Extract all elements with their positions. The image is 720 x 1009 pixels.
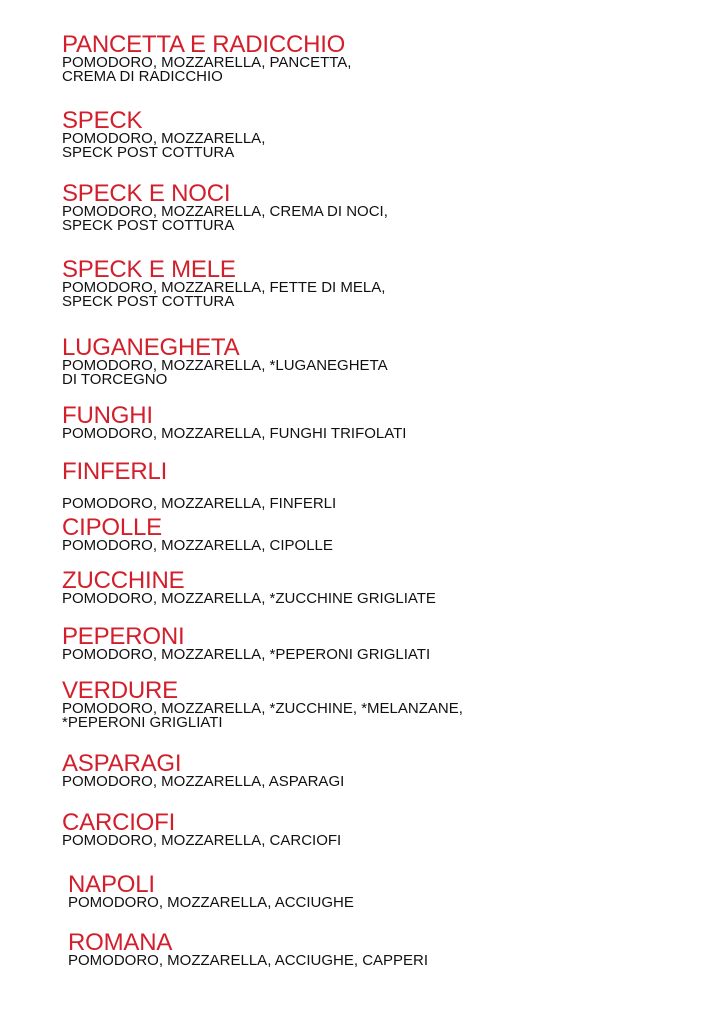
menu-item-napoli — [68, 871, 688, 911]
item-name: LUGANEGHETA — [62, 334, 240, 361]
item-ingredients: POMODORO, MOZZARELLA, SPECK POST COTTURA — [62, 130, 266, 161]
item-name: FINFERLI — [62, 458, 168, 485]
menu-item-cipolle — [62, 514, 682, 554]
item-name: VERDURE — [62, 677, 178, 704]
item-name: CIPOLLE — [62, 514, 162, 541]
item-name: PANCETTA E RADICCHIO — [62, 31, 346, 58]
item-ingredients: POMODORO, MOZZARELLA, *PEPERONI GRIGLIATI — [62, 646, 431, 663]
item-ingredients: POMODORO, MOZZARELLA, *LUGANEGHETA DI TORCEGNO — [62, 357, 388, 388]
item-ingredients: POMODORO, MOZZARELLA, ACCIUGHE — [68, 894, 354, 911]
item-ingredients: POMODORO, MOZZARELLA, *ZUCCHINE GRIGLIATE — [62, 590, 436, 607]
menu-item-verdure — [62, 677, 682, 731]
menu-item-peperoni — [62, 623, 682, 663]
menu-item-speck-e-noci — [62, 180, 682, 234]
item-name: SPECK E NOCI — [62, 180, 231, 207]
menu-item-pancetta-e-radicchio — [62, 31, 682, 85]
menu-item-finferli — [62, 458, 682, 512]
item-ingredients: POMODORO, MOZZARELLA, CIPOLLE — [62, 537, 333, 554]
item-name: SPECK E MELE — [62, 256, 236, 283]
item-name: SPECK — [62, 107, 143, 134]
item-ingredients: POMODORO, MOZZARELLA, ASPARAGI — [62, 773, 345, 790]
menu-item-romana — [68, 929, 688, 969]
item-name: ZUCCHINE — [62, 567, 185, 594]
item-ingredients: POMODORO, MOZZARELLA, CARCIOFI — [62, 832, 342, 849]
item-name: PEPERONI — [62, 623, 185, 650]
item-ingredients: POMODORO, MOZZARELLA, FINFERLI — [62, 495, 337, 512]
item-ingredients: POMODORO, MOZZARELLA, FUNGHI TRIFOLATI — [62, 425, 407, 442]
item-ingredients: POMODORO, MOZZARELLA, FETTE DI MELA, SPECK POST COTTURA — [62, 279, 386, 310]
item-name: ASPARAGI — [62, 750, 182, 777]
menu-item-zucchine — [62, 567, 682, 607]
menu-item-carciofi — [62, 809, 682, 849]
item-name: CARCIOFI — [62, 809, 176, 836]
item-ingredients: POMODORO, MOZZARELLA, ACCIUGHE, CAPPERI — [68, 952, 429, 969]
item-ingredients: POMODORO, MOZZARELLA, *ZUCCHINE, *MELANZANE, *PEPERONI GRIGLIATI — [62, 700, 463, 731]
item-name: NAPOLI — [68, 871, 155, 898]
menu-item-speck — [62, 107, 682, 161]
menu-item-funghi — [62, 402, 682, 442]
item-name: ROMANA — [68, 929, 173, 956]
item-ingredients: POMODORO, MOZZARELLA, CREMA DI NOCI, SPECK POST COTTURA — [62, 203, 388, 234]
menu-item-asparagi — [62, 750, 682, 790]
item-ingredients: POMODORO, MOZZARELLA, PANCETTA, CREMA DI RADICCHIO — [62, 54, 352, 85]
menu-item-luganegheta — [62, 334, 682, 388]
menu-item-speck-e-mele — [62, 256, 682, 310]
item-name: FUNGHI — [62, 402, 153, 429]
